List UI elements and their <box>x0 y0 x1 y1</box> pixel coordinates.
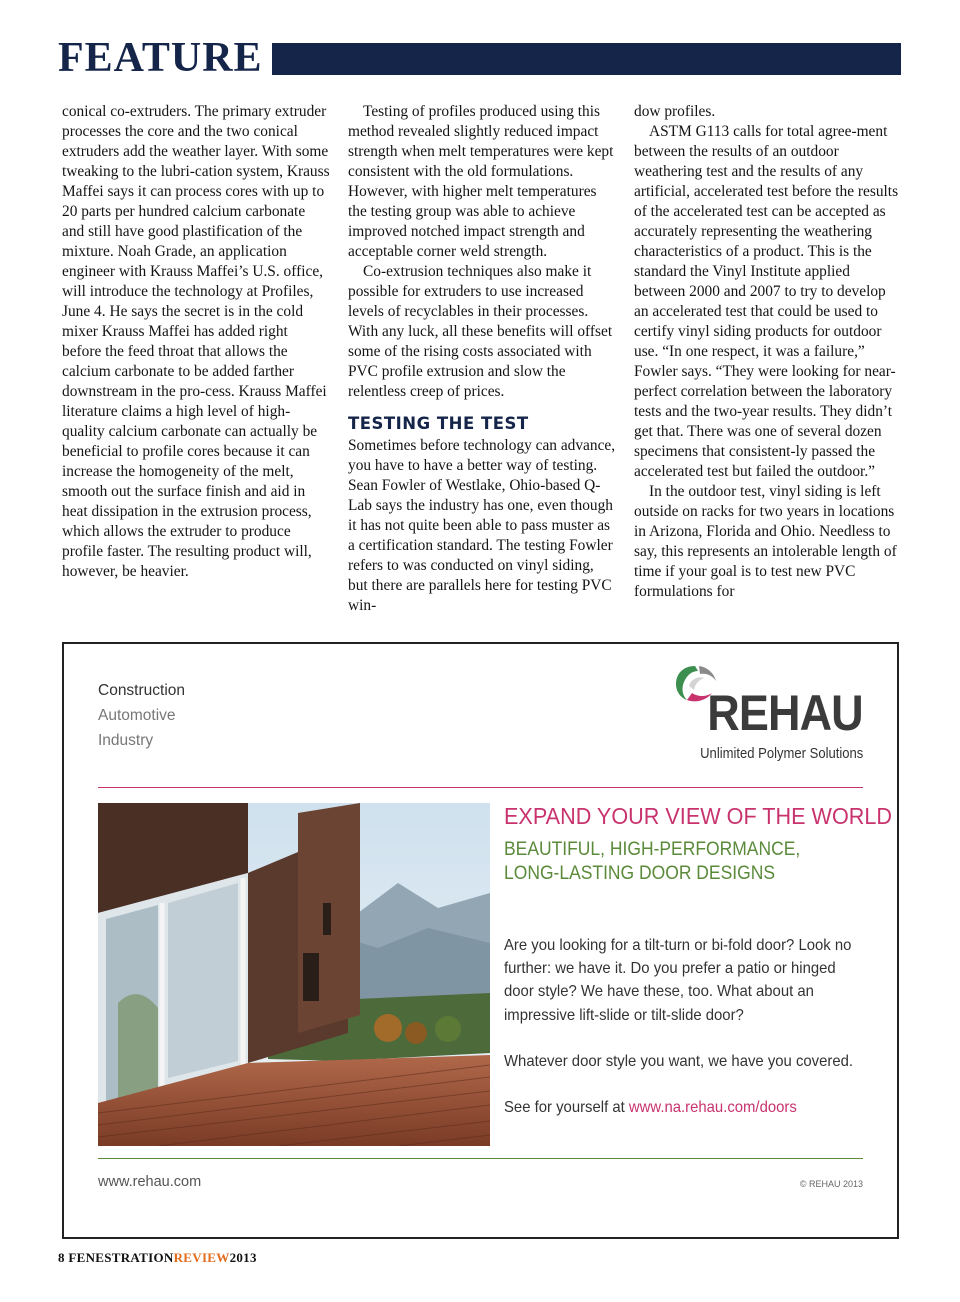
paragraph: Testing of profiles produced using this method revealed slightly reduced impact strength when melt temperatures were kept consistent with the old formulations. However, with higher melt temperatures the testing group was able to achieve improved notched impact strength and acceptable corner weld strength. <box>348 103 614 260</box>
subheading-testing-the-test: TESTING THE TEST <box>348 414 529 433</box>
paragraph: conical co-extruders. The primary extruder processes the core and the two conical extruders add the weather layer. With some tweaking to the lubri-cation system, Krauss Maffei says it can process cores with up to 20 parts per hundred calcium carbonate and still have good plastification of the mixture. Noah Grade, an application engineer with Krauss Maffei’s U.S. office, will introduce the technology at Profiles, June 4. He says the secret is in the cold mixer Krauss Maffei has added right before the feed throat that allows the calcium carbonate to be added farther downstream in the pro-cess. Krauss Maffei literature claims a high level of high-quality calcium carbonate can actually be beneficial to profile cores because it can increase the homogeneity of the melt, smooth out the surface finish and aid in heat dissipation in the extrusion process, which allows the extruder to produce profile faster. The resulting product will, however, be heavier. <box>62 103 330 580</box>
issue-year: 2013 <box>229 1250 257 1265</box>
page-number: 8 <box>58 1250 65 1265</box>
ad-sector-list <box>98 678 185 753</box>
paragraph: Sometimes before technology can advance, you have to have a better way of testing. Sean Fowler of Westlake, Ohio-based Q-Lab says the industry has one, even though it has not quite been able to pass muster as a certification standard. The testing Fowler refers to was conducted on vinyl siding, but there are parallels here for testing PVC win- <box>348 437 616 614</box>
ad-subheadline-line-1: BEAUTIFUL, HIGH-PERFORMANCE, <box>504 839 801 860</box>
ad-body-paragraph: Whatever door style you want, we have you covered. <box>504 1052 854 1070</box>
paragraph: Co-extrusion techniques also make it possible for extruders to use increased levels of recyclables in their processes. With any luck, all these benefits will offset some of the rising costs associated with PVC profile extrusion and slow the relentless creep of prices. <box>348 263 613 400</box>
ad-body-paragraph: Are you looking for a tilt-turn or bi-fold door? Look no further: we have it. Do you prefer a patio or hinged door style? We have these, too. What about an impressive lift-slide or tilt-slide door? <box>504 937 852 1024</box>
rehau-tagline: Unlimited Polymer Solutions <box>699 746 863 762</box>
house-deck-illustration <box>98 803 490 1146</box>
article-column-2 <box>348 102 616 616</box>
rehau-wordmark: REHAU <box>707 685 863 741</box>
rehau-logo <box>663 662 863 762</box>
magazine-name-part2: REVIEW <box>173 1250 230 1265</box>
ad-link-prefix: See for yourself at <box>504 1099 629 1117</box>
paragraph: In the outdoor test, vinyl siding is left outside on racks for two years in locations in Arizona, Florida and Ohio. Needless to say, this represents an intolerable length of time if your goal is to test new PVC formulations for <box>634 483 897 600</box>
section-header <box>58 35 901 81</box>
ad-sector-industry: Industry <box>98 732 154 749</box>
paragraph: ASTM G113 calls for total agree-ment between the results of an outdoor weathering test and the results of any artificial, accelerated test before the results of the accelerated test can be accepted as accurately representing the weathering characteristics of a product. This is the standard the Vinyl Institute applied between 2000 and 2007 to try to develop an accelerated test that could be used to certify vinyl siding products for outdoor use. “In one respect, it was a failure,” Fowler says. “They were looking for near-perfect correlation between the laboratory tests and the two-year results. They didn’t get that. There was one of several dozen specimens that consistent-ly passed the accelerated test but failed the outdoor.” <box>634 123 899 480</box>
ad-sector-automotive: Automotive <box>98 707 176 724</box>
paragraph: dow profiles. <box>634 103 716 120</box>
ad-subheadline-line-2: LONG-LASTING DOOR DESIGNS <box>504 863 775 884</box>
ad-body <box>504 934 866 1119</box>
ad-copy-block <box>504 802 893 1142</box>
rehau-advertisement <box>62 642 899 1239</box>
article-column-3 <box>634 102 902 602</box>
article-column-1 <box>62 102 330 582</box>
green-divider <box>98 1158 863 1159</box>
pink-divider <box>98 787 863 788</box>
house-photo <box>98 803 490 1146</box>
ad-headline: EXPAND YOUR VIEW OF THE WORLD <box>504 803 893 829</box>
section-title: FEATURE <box>58 35 263 81</box>
page-folio <box>58 1250 257 1266</box>
magazine-name-part1: FENESTRATION <box>68 1250 174 1265</box>
ad-footer-url[interactable]: www.rehau.com <box>98 1174 202 1190</box>
ad-copyright: © REHAU 2013 <box>799 1179 863 1189</box>
header-bar <box>272 43 901 75</box>
rehau-doors-link[interactable]: www.na.rehau.com/doors <box>628 1099 797 1117</box>
ad-subheadline <box>504 838 837 886</box>
ad-sector-construction: Construction <box>98 682 186 699</box>
ad-body-paragraph <box>504 1096 867 1119</box>
